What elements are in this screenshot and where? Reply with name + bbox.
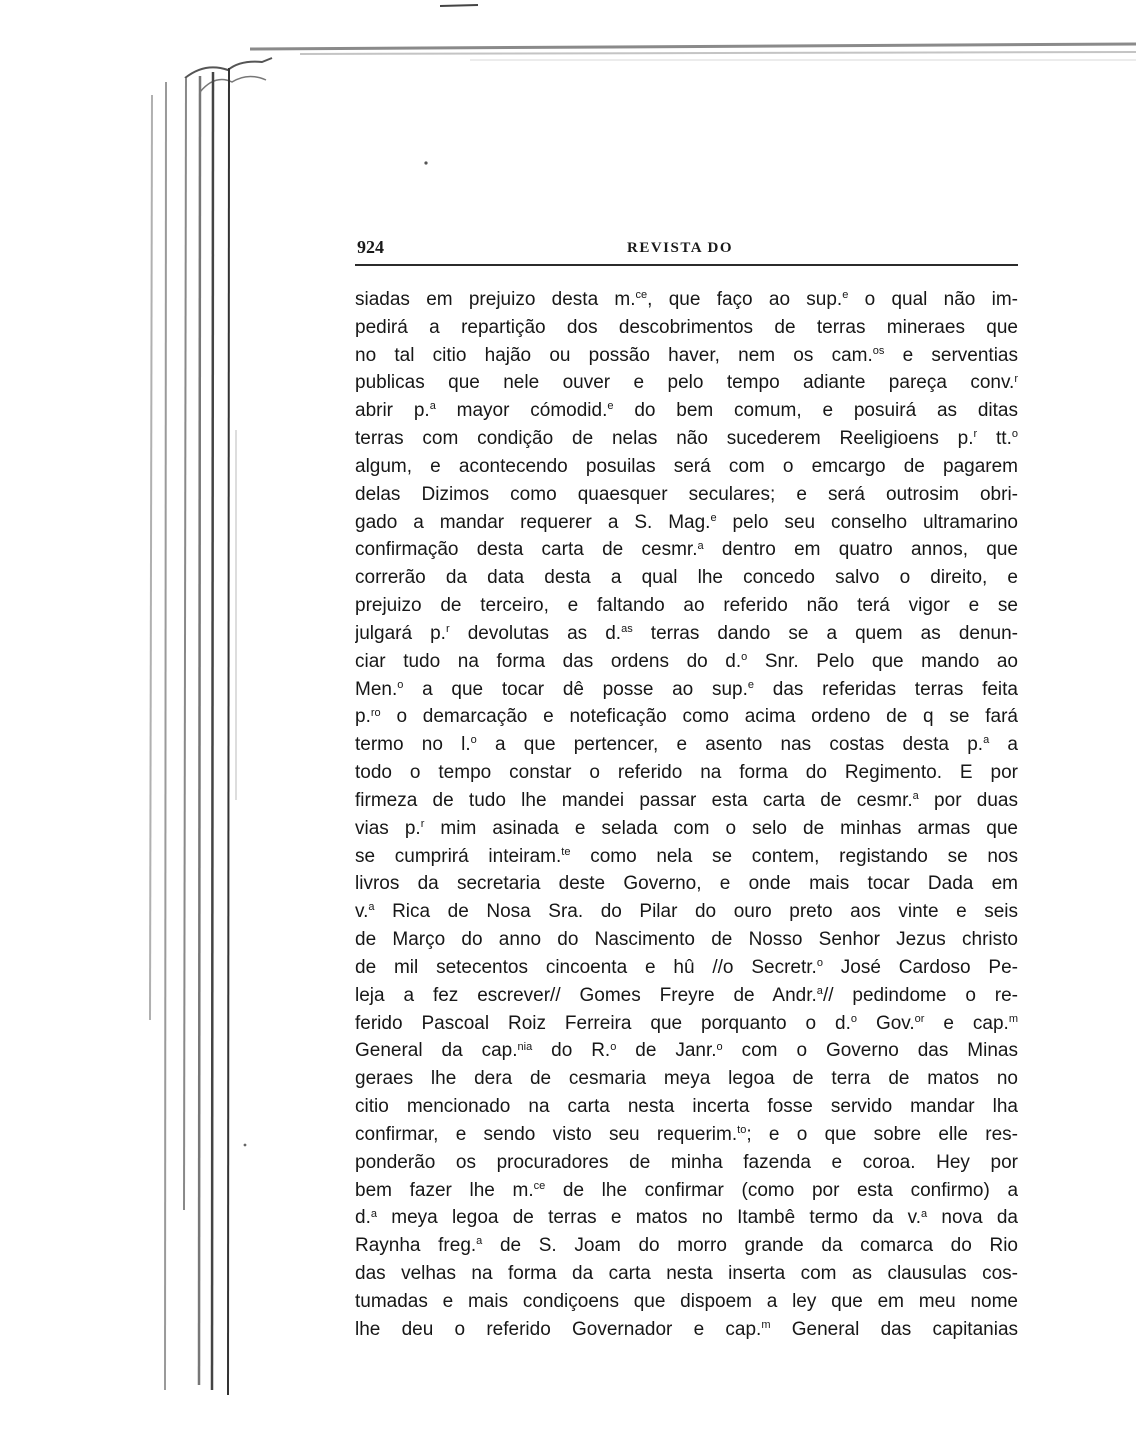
text-line [355, 703, 1018, 731]
text-run: correrão da data desta a qual lhe concedo salvo o direito, e [355, 567, 1018, 589]
text-line [355, 425, 1018, 453]
text-line [355, 369, 1018, 397]
text-line [355, 397, 1018, 425]
text-run: prejuizo de terceiro, e faltando ao referido não terá vigor e se [355, 595, 1018, 617]
text-run: pelo seu conselho ultramarino [716, 511, 1018, 533]
text-line [355, 815, 1018, 843]
text-line [355, 676, 1018, 704]
text-run: tt. [977, 428, 1012, 450]
text-run: e serventias [884, 344, 1018, 366]
superscript-abbreviation: o [610, 1040, 617, 1053]
superscript-abbreviation: m [761, 1318, 771, 1331]
superscript-abbreviation: e [842, 289, 849, 302]
superscript-abbreviation: o [470, 734, 477, 747]
text-run: nova da [927, 1207, 1018, 1229]
superscript-abbreviation: e [710, 511, 717, 524]
text-run: o qual não im- [848, 289, 1018, 310]
text-run: v. [355, 901, 369, 923]
header-rule [355, 264, 1018, 266]
text-run: , que faço ao sup. [647, 289, 843, 310]
text-run: terras com condição de nelas não sucederem Reeligioens p. [355, 428, 974, 450]
text-run: devolutas as d. [449, 622, 622, 644]
page-top-edge-shadow [300, 52, 1136, 54]
running-title: REVISTA DO [627, 240, 733, 256]
superscript-abbreviation: o [816, 957, 823, 970]
text-run: abrir p. [355, 400, 430, 422]
text-run: a que pertencer, e asento nas costas desta p. [476, 734, 984, 756]
text-run: das velhas na forma da carta nesta inserta com as clausulas cos- [355, 1262, 1018, 1284]
text-run: no tal citio hajão ou possão haver, nem os cam. [355, 344, 873, 366]
text-line [355, 481, 1018, 509]
text-line [355, 731, 1018, 759]
binding-edge-line [228, 68, 229, 1395]
text-line [355, 286, 1018, 314]
page-top-edge [250, 44, 1136, 49]
binding-edge-line [150, 95, 152, 1020]
text-run: do bem comum, e posuirá as ditas [613, 400, 1018, 422]
superscript-abbreviation: ce [635, 289, 648, 302]
superscript-abbreviation: or [914, 1012, 925, 1025]
text-line [355, 592, 1018, 620]
text-run: delas Dizimos como quaesquer seculares; e será outrosim obri- [355, 483, 1018, 505]
superscript-abbreviation: to [737, 1124, 747, 1137]
superscript-abbreviation: a [912, 790, 919, 803]
text-line [355, 787, 1018, 815]
top-edge-mark [440, 5, 478, 6]
text-run: algum, e acontecendo posuilas será com o emcargo de pagarem [355, 455, 1018, 477]
text-run: do R. [532, 1040, 611, 1062]
text-run: por duas [918, 789, 1018, 811]
text-run: de Março do anno do Nascimento de Nosso Senhor Jezus christo [355, 929, 1018, 951]
text-line [355, 1065, 1018, 1093]
text-run: todo o tempo constar o referido na forma do Regimento. E por [355, 762, 1018, 784]
text-line [355, 1260, 1018, 1288]
text-run: siadas em prejuizo desta m. [355, 289, 636, 310]
text-run: d. [355, 1207, 371, 1229]
superscript-abbreviation: a [476, 1235, 483, 1248]
text-line [355, 1010, 1018, 1038]
text-line [355, 453, 1018, 481]
text-run: terras dando se a quem as denun- [632, 622, 1018, 644]
text-run: de mil setecentos cincoenta e hû //o Secretr. [355, 956, 817, 978]
text-run: firmeza de tudo lhe mandei passar esta carta de cesmr. [355, 789, 913, 811]
text-line [355, 314, 1018, 342]
text-run: General das capitanias [770, 1318, 1018, 1340]
text-run: José Cardoso Pe- [822, 956, 1018, 978]
text-line [355, 1177, 1018, 1205]
text-run: dentro em quatro annos, que [703, 539, 1018, 561]
text-run: de Janr. [616, 1040, 717, 1062]
text-run: ; e o que sobre elle res- [746, 1123, 1018, 1145]
text-run: pedirá a repartição dos descobrimentos de terras mineraes que [355, 316, 1018, 338]
text-run: com o Governo das Minas [722, 1040, 1018, 1062]
text-run: ponderão os procuradores de minha fazenda e coroa. Hey por [355, 1151, 1018, 1173]
text-run: meya legoa de terras e matos no Itambê termo da v. [377, 1207, 922, 1229]
superscript-abbreviation: m [1008, 1012, 1018, 1025]
superscript-abbreviation: a [983, 734, 990, 747]
text-run: ciar tudo na forma das ordens do d. [355, 650, 742, 672]
text-run: confirmação desta carta de cesmr. [355, 539, 698, 561]
text-line [355, 954, 1018, 982]
superscript-abbreviation: e [607, 400, 614, 413]
scan-speck [424, 161, 427, 164]
text-line [355, 1121, 1018, 1149]
text-run: Gov. [857, 1012, 915, 1034]
superscript-abbreviation: r [1014, 372, 1018, 385]
text-run: livros da secretaria deste Governo, e onde mais tocar Dada em [355, 873, 1018, 895]
text-run: mayor cómodid. [435, 400, 608, 422]
text-run: como nela se contem, registando se nos [570, 845, 1018, 867]
text-run: de S. Joam do morro grande da comarca do Rio [482, 1235, 1018, 1257]
text-line [355, 536, 1018, 564]
text-run: tumadas e mais condiçoens que dispoem a ley que em meu nome [355, 1290, 1018, 1312]
superscript-abbreviation: o [716, 1040, 723, 1053]
scan-speck [244, 1144, 247, 1147]
text-line [355, 1316, 1018, 1344]
binding-curl [185, 58, 272, 78]
text-run: termo no l. [355, 734, 471, 756]
text-line [355, 509, 1018, 537]
binding-edge-line [212, 72, 213, 1390]
superscript-abbreviation: o [850, 1012, 858, 1025]
superscript-abbreviation: te [561, 845, 571, 858]
text-run: confirmar, e sendo visto seu requerim. [355, 1123, 738, 1145]
text-run: General da cap. [355, 1040, 518, 1062]
superscript-abbreviation: a [370, 1207, 377, 1220]
text-run: das referidas terras feita [754, 678, 1018, 700]
superscript-abbreviation: r [445, 623, 450, 636]
text-run: se cumprirá inteiram. [355, 845, 562, 867]
superscript-abbreviation: r [420, 817, 425, 830]
text-line [355, 620, 1018, 648]
text-line [355, 342, 1018, 370]
text-run: o demarcação e noteficação como acima ordeno de q se fará [380, 706, 1018, 728]
superscript-abbreviation: a [921, 1207, 928, 1220]
superscript-abbreviation: o [741, 650, 748, 663]
text-line [355, 843, 1018, 871]
superscript-abbreviation: ce [533, 1179, 546, 1192]
binding-edge-line [199, 76, 200, 1385]
superscript-abbreviation: os [872, 344, 885, 357]
superscript-abbreviation: e [747, 678, 755, 691]
text-line [355, 648, 1018, 676]
text-run: // pedindome o re- [822, 984, 1018, 1006]
superscript-abbreviation: ro [370, 706, 381, 719]
text-run: a [989, 734, 1018, 756]
text-line [355, 926, 1018, 954]
superscript-abbreviation: a [816, 984, 823, 997]
superscript-abbreviation: r [973, 428, 978, 441]
text-run: Rica de Nosa Sra. do Pilar do ouro preto aos vinte e seis [374, 901, 1018, 923]
body-text [355, 286, 1018, 1343]
text-run: gado a mandar requerer a S. Mag. [355, 511, 711, 533]
text-run: de lhe confirmar (como por esta confirmo) a [545, 1179, 1018, 1201]
binding-edge-line [184, 78, 186, 1210]
text-run: mim asinada e selada com o selo de minhas armas que [424, 817, 1018, 839]
text-line [355, 564, 1018, 592]
superscript-abbreviation: as [621, 623, 633, 636]
text-run: citio mencionado na carta nesta incerta fosse servido mandar lha [355, 1096, 1018, 1118]
text-run: julgará p. [355, 622, 446, 644]
text-line [355, 1093, 1018, 1121]
text-run: lhe deu o referido Governador e cap. [355, 1318, 762, 1340]
text-run: Raynha freg. [355, 1235, 477, 1257]
text-run: ferido Pascoal Roiz Ferreira que porquanto o d. [355, 1012, 851, 1034]
superscript-abbreviation: nia [517, 1040, 533, 1053]
text-run: Men. [355, 678, 398, 700]
superscript-abbreviation: o [1011, 428, 1018, 441]
text-line [355, 1037, 1018, 1065]
text-line [355, 898, 1018, 926]
text-line [355, 982, 1018, 1010]
text-run: geraes lhe dera de cesmaria meya legoa de terra de matos no [355, 1068, 1018, 1090]
text-line [355, 759, 1018, 787]
binding-edge-line [165, 82, 166, 1390]
text-line [355, 1288, 1018, 1316]
text-line [355, 870, 1018, 898]
text-run: leja a fez escrever// Gomes Freyre de Andr. [355, 984, 817, 1006]
text-run: a que tocar dê posse ao sup. [403, 678, 748, 700]
text-run: e cap. [924, 1012, 1009, 1034]
text-run: vias p. [355, 817, 421, 839]
binding-curl-inner [200, 76, 266, 92]
text-run: bem fazer lhe m. [355, 1179, 534, 1201]
superscript-abbreviation: a [697, 539, 704, 552]
page-number: 924 [357, 237, 384, 257]
text-run: p. [355, 706, 371, 728]
text-line [355, 1204, 1018, 1232]
superscript-abbreviation: o [397, 678, 404, 691]
superscript-abbreviation: a [368, 901, 375, 914]
superscript-abbreviation: a [429, 400, 436, 413]
text-run: publicas que nele ouver e pelo tempo adiante pareça conv. [355, 372, 1015, 394]
text-line [355, 1149, 1018, 1177]
text-run: Snr. Pelo que mando ao [747, 650, 1018, 672]
text-line [355, 1232, 1018, 1260]
